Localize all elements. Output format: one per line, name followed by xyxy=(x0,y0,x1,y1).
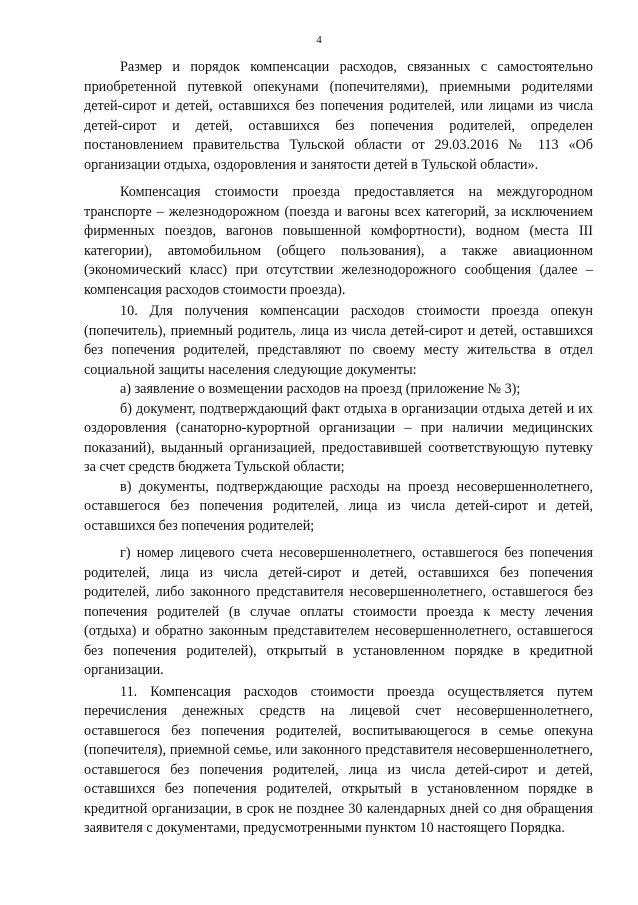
page-number: 4 xyxy=(316,34,322,46)
paragraph-item-10v: в) документы, подтверждающие расходы на проезд несовершеннолетнего, оставшегося без попечения родителей, лица из числа детей-сирот и детей, оставшихся без попечения родителей; xyxy=(84,478,593,534)
paragraph-item-10a: а) заявление о возмещении расходов на проезд (приложение № 3); xyxy=(120,381,521,397)
paragraph-travel-compensation: Компенсация стоимости проезда предоставляется на междугородном транспорте – железнодорожном (поезда и вагоны всех категорий, за исключением фирменных поездов, вагонов повышенной комфортности), водном (места III категории), автомобильном (общего пользования), а также авиационном (экономический класс) при отсутствии железнодорожного сообщения (далее – компенсация расходов стоимости проезда). xyxy=(84,184,593,298)
paragraph-item-11: 11. Компенсация расходов стоимости проезда осуществляется путем перечисления денежных средств на лицевой счет несовершеннолетнего, оставшегося без попечения родителей, воспитывающегося в семье опекуна (попечителя), приемной семье, или законного представителя несовершеннолетнего, оставшегося без попечения родителей, лица из числа детей-сирот и детей, оставшихся без попечения родителей, открытый в установленном порядке в кредитной организации, в срок не позднее 30 календарных дней со дня обращения заявителя с документами, предусмотренными пунктом 10 настоящего Порядка. xyxy=(84,683,593,836)
paragraph-compensation-size: Размер и порядок компенсации расходов, связанных с самостоятельно приобретенной путевкой опекунами (попечителями), приемными родителями детей-сирот и детей, оставшихся без попечения родителей, или лицами из числа детей-сирот и детей, оставшихся без попечения родителей, определен постановлением правительства Тульской области от 29.03.2016 № 113 «Об организации отдыха, оздоровления и занятости детей в Тульской области». xyxy=(84,59,593,173)
paragraph-item-10b: б) документ, подтверждающий факт отдыха в организации отдыха детей и их оздоровления (санаторно-курортной организации – при наличии медицинских показаний), выданный организацией, предоставившей соответствующую путевку за счет средств бюджета Тульской области; xyxy=(84,400,593,475)
paragraph-item-10g: г) номер лицевого счета несовершеннолетнего, оставшегося без попечения родителей, лица из числа детей-сирот и детей, оставшихся без попечения родителей, либо законного представителя несовершеннолетнего, оставшегося без попечения родителей (в случае оплаты стоимости проезда к месту лечения (отдыха) и обратно законным представителем несовершеннолетнего, оставшегося без попечения родителей), открытый в установленном порядке в кредитной организации. xyxy=(84,545,593,678)
document-body xyxy=(84,58,593,839)
paragraph-item-10: 10. Для получения компенсации расходов стоимости проезда опекун (попечитель), приемный родитель, лица из числа детей-сирот и детей, оставшихся без попечения родителей, представляют по своему месту жительства в отдел социальной защиты населения следующие документы: xyxy=(84,303,593,378)
